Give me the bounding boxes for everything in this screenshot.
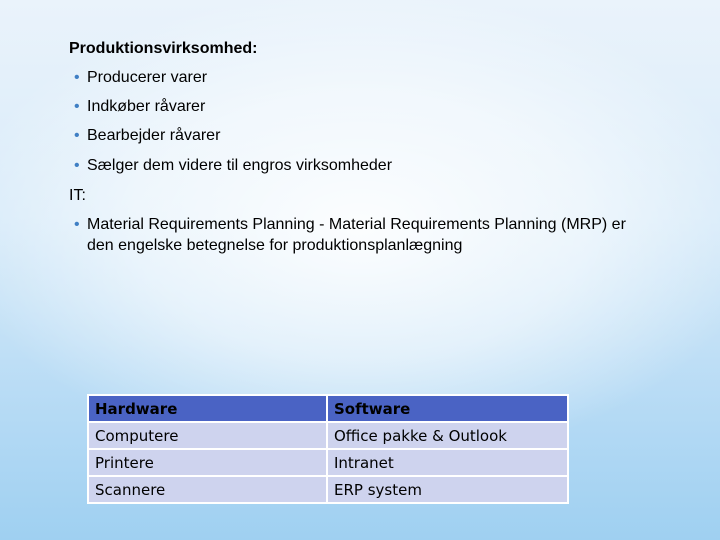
bullet-icon: • [74,157,80,174]
bullet-text: Sælger dem videre til engros virksomheder [87,157,393,174]
bullet-text: Bearbejder råvarer [87,127,221,144]
table-cell: ERP system [328,477,567,502]
bullet-text: Material Requirements Planning - Material Requirements Planning (MRP) er den engelske betegnelse for produktionsplanlægning [87,216,626,254]
bullet-item [69,97,205,117]
table-cell: Office pakke & Outlook [328,423,567,448]
bullet-item [69,214,639,256]
bullet-item [69,126,220,146]
slide-heading: Produktionsvirksomhed: [69,40,258,57]
table-cell: Printere [89,450,326,475]
bullet-text: Producerer varer [87,69,208,86]
hardware-software-table [87,394,569,504]
bullet-icon: • [74,216,80,233]
bullet-icon: • [74,127,80,144]
table-cell: Computere [89,423,326,448]
table-cell: Scannere [89,477,326,502]
table-header-row [89,396,567,421]
table-row [89,450,567,475]
bullet-icon: • [74,69,80,86]
table-row [89,423,567,448]
table-header-cell: Software [328,396,567,421]
it-label: IT: [69,187,86,204]
table-header-cell: Hardware [89,396,326,421]
bullet-item [69,156,392,176]
bullet-item [69,68,207,88]
table-row [89,477,567,502]
bullet-icon: • [74,98,80,115]
it-bullet-list [69,214,639,256]
bullet-text: Indkøber råvarer [87,98,206,115]
table-cell: Intranet [328,450,567,475]
